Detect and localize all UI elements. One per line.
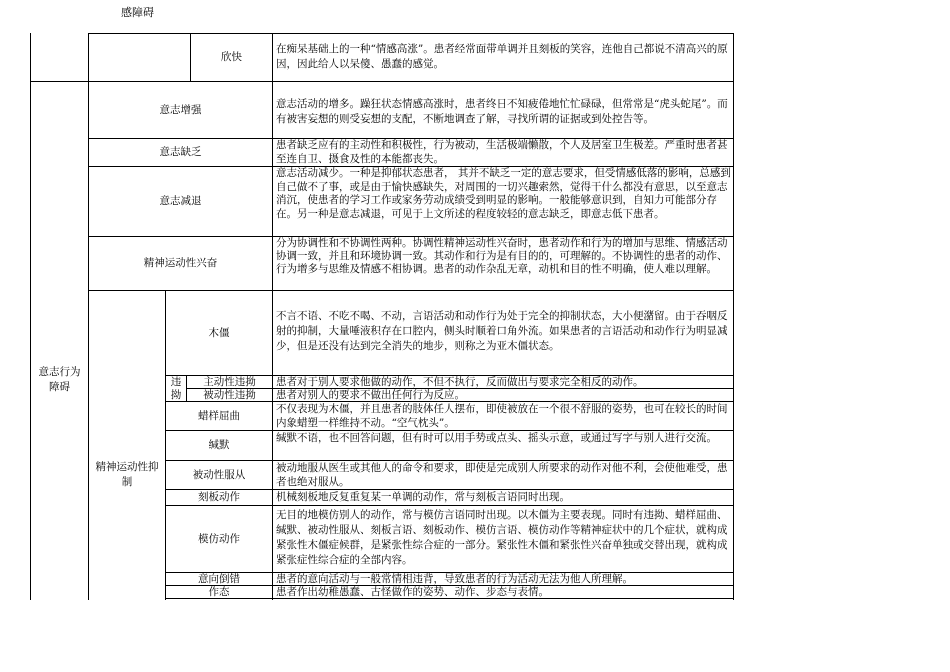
row-text-zuotai: 患者作出幼稚愚蠢、古怪做作的姿势、动作、步态与表情。 xyxy=(276,586,549,598)
row-text-mujiang: 不言不语、不吃不喝、不动，言语活动和动作行为处于完全的抑制状态，大小便潴留。由于吞咽反射的抑制，大量唾液积存在口腔内，侧头时顺着口角外流。如果患者的言语活动和动作行为明显减少，但是还没有达到完全消失的地步，则称之为亚木僵状态。 xyxy=(276,310,728,352)
row-label-xingfen: 精神运动性兴奋 xyxy=(143,257,218,269)
row-text-daocuo: 患者的意向活动与一般常情相违背，导致患者的行为活动无法为他人所理解。 xyxy=(276,573,633,585)
row-label-fucong: 被动性服从 xyxy=(192,468,246,481)
row-text-fucong: 被动地服从医生或其他人的命令和要求，即使是完成别人所要求的动作对他不利，会使他难受，患者也绝对服从。 xyxy=(276,462,728,488)
row-label-keban: 刻板动作 xyxy=(198,491,240,503)
row-label-zhudong: 主动性违拗 xyxy=(203,376,256,388)
row-label-daocuo: 意向倒错 xyxy=(198,573,240,585)
row-label-xinkuai: 欣快 xyxy=(221,51,242,63)
row-text-keban: 机械刻板地反复重复某一单调的动作，常与刻板言语同时出现。 xyxy=(276,491,570,503)
row-label-zhengqiang: 意志增强 xyxy=(159,103,202,116)
row-label-quefa: 意志缺乏 xyxy=(159,146,202,158)
row-label-mofang: 模仿动作 xyxy=(198,532,240,545)
page-heading: 感障碍 xyxy=(121,6,154,19)
row-label-jiantui: 意志减退 xyxy=(159,195,202,207)
category-label-volition: 意志行为障碍 xyxy=(38,366,81,393)
row-text-beidong: 患者对别人的要求不做出任何行为反应。 xyxy=(276,389,465,401)
row-text-zhengqiang: 意志活动的增多。躁狂状态情感高涨时，患者终日不知疲倦地忙忙碌碌，但常常是“虎头蛇尾”。而有被害妄想的则受妄想的支配，不断地调查了解，寻找所谓的证据或到处控告等。 xyxy=(276,98,728,125)
subcategory-label-yizhi: 精神运动性抑制 xyxy=(95,461,159,488)
row-label-mujiang: 木僵 xyxy=(208,326,230,339)
row-text-xinkuai: 在痴呆基础上的一种“情感高涨”。患者经常面带单调并且刻板的笑容，连他自己都说不清高兴的原因，因此给人以呆傻、愚蠢的感觉。 xyxy=(276,43,728,70)
row-label-beidong: 被动性违拗 xyxy=(203,389,256,401)
row-label-caimo: 缄默 xyxy=(208,439,230,451)
row-text-layang: 不仅表现为木僵，并且患者的肢体任人摆布，即使被放在一个很不舒服的姿势，也可在较长的时间内象蜡塑一样维持不动。“空气枕头”。 xyxy=(276,403,728,429)
row-text-zhudong: 患者对于别人要求他做的动作，不但不执行，反而做出与要求完全相反的动作。 xyxy=(276,376,644,388)
row-label-layang: 蜡样屈曲 xyxy=(198,409,240,422)
row-text-jiantui: 意志活动减少。一种是抑郁状态患者， 其并不缺乏一定的意志要求，但受情感低落的影响，总感到自己做不了事，或是由于愉快感缺失，对周围的一切兴趣索然，觉得干什么都没有意思，以至意志消沉，使患者的学习工作或家务劳动成绩受到明显的影响。一般能够意识到，自知力可能部分存在。另一种是意志减退，可见于上文所述的程度较轻的意志缺乏，即意志低下患者。 xyxy=(276,167,731,220)
row-text-caimo: 缄默不语，也不回答问题，但有时可以用手势或点头、摇头示意，或通过写字与别人进行交流。 xyxy=(276,432,717,444)
row-text-quefa: 患者缺乏应有的主动性和积极性，行为被动，生活极端懒散，个人及居室卫生极差。严重时患者甚至连自卫、摄食及性的本能都丧失。 xyxy=(276,139,728,165)
row-label-weiwu: 违拗 xyxy=(170,376,182,401)
row-label-zuotai: 作态 xyxy=(208,586,230,598)
row-text-xingfen: 分为协调性和不协调性两种。协调性精神运动性兴奋时，患者动作和行为的增加与思维、情感活动协调一致，并且和环境协调一致。其动作和行为是有目的的，可理解的。不协调性的患者的动作、行为增多与思维及情感不相协调。患者的动作杂乱无章，动机和目的性不明确，使人难以理解。 xyxy=(276,237,728,276)
row-text-mofang: 无目的地模仿别人的动作，常与模仿言语同时出现。以木僵为主要表现。同时有违拗、蜡样屈曲、缄默、被动性服从、刻板言语、刻板动作、模仿言语、模仿动作等精神症状中的几个症状，就构成紧张性木僵症候群，是紧张性综合症的一部分。紧张性木僵和紧张性兴奋单独或交替出现，就构成紧张症性综合症的全部内容。 xyxy=(276,509,728,566)
